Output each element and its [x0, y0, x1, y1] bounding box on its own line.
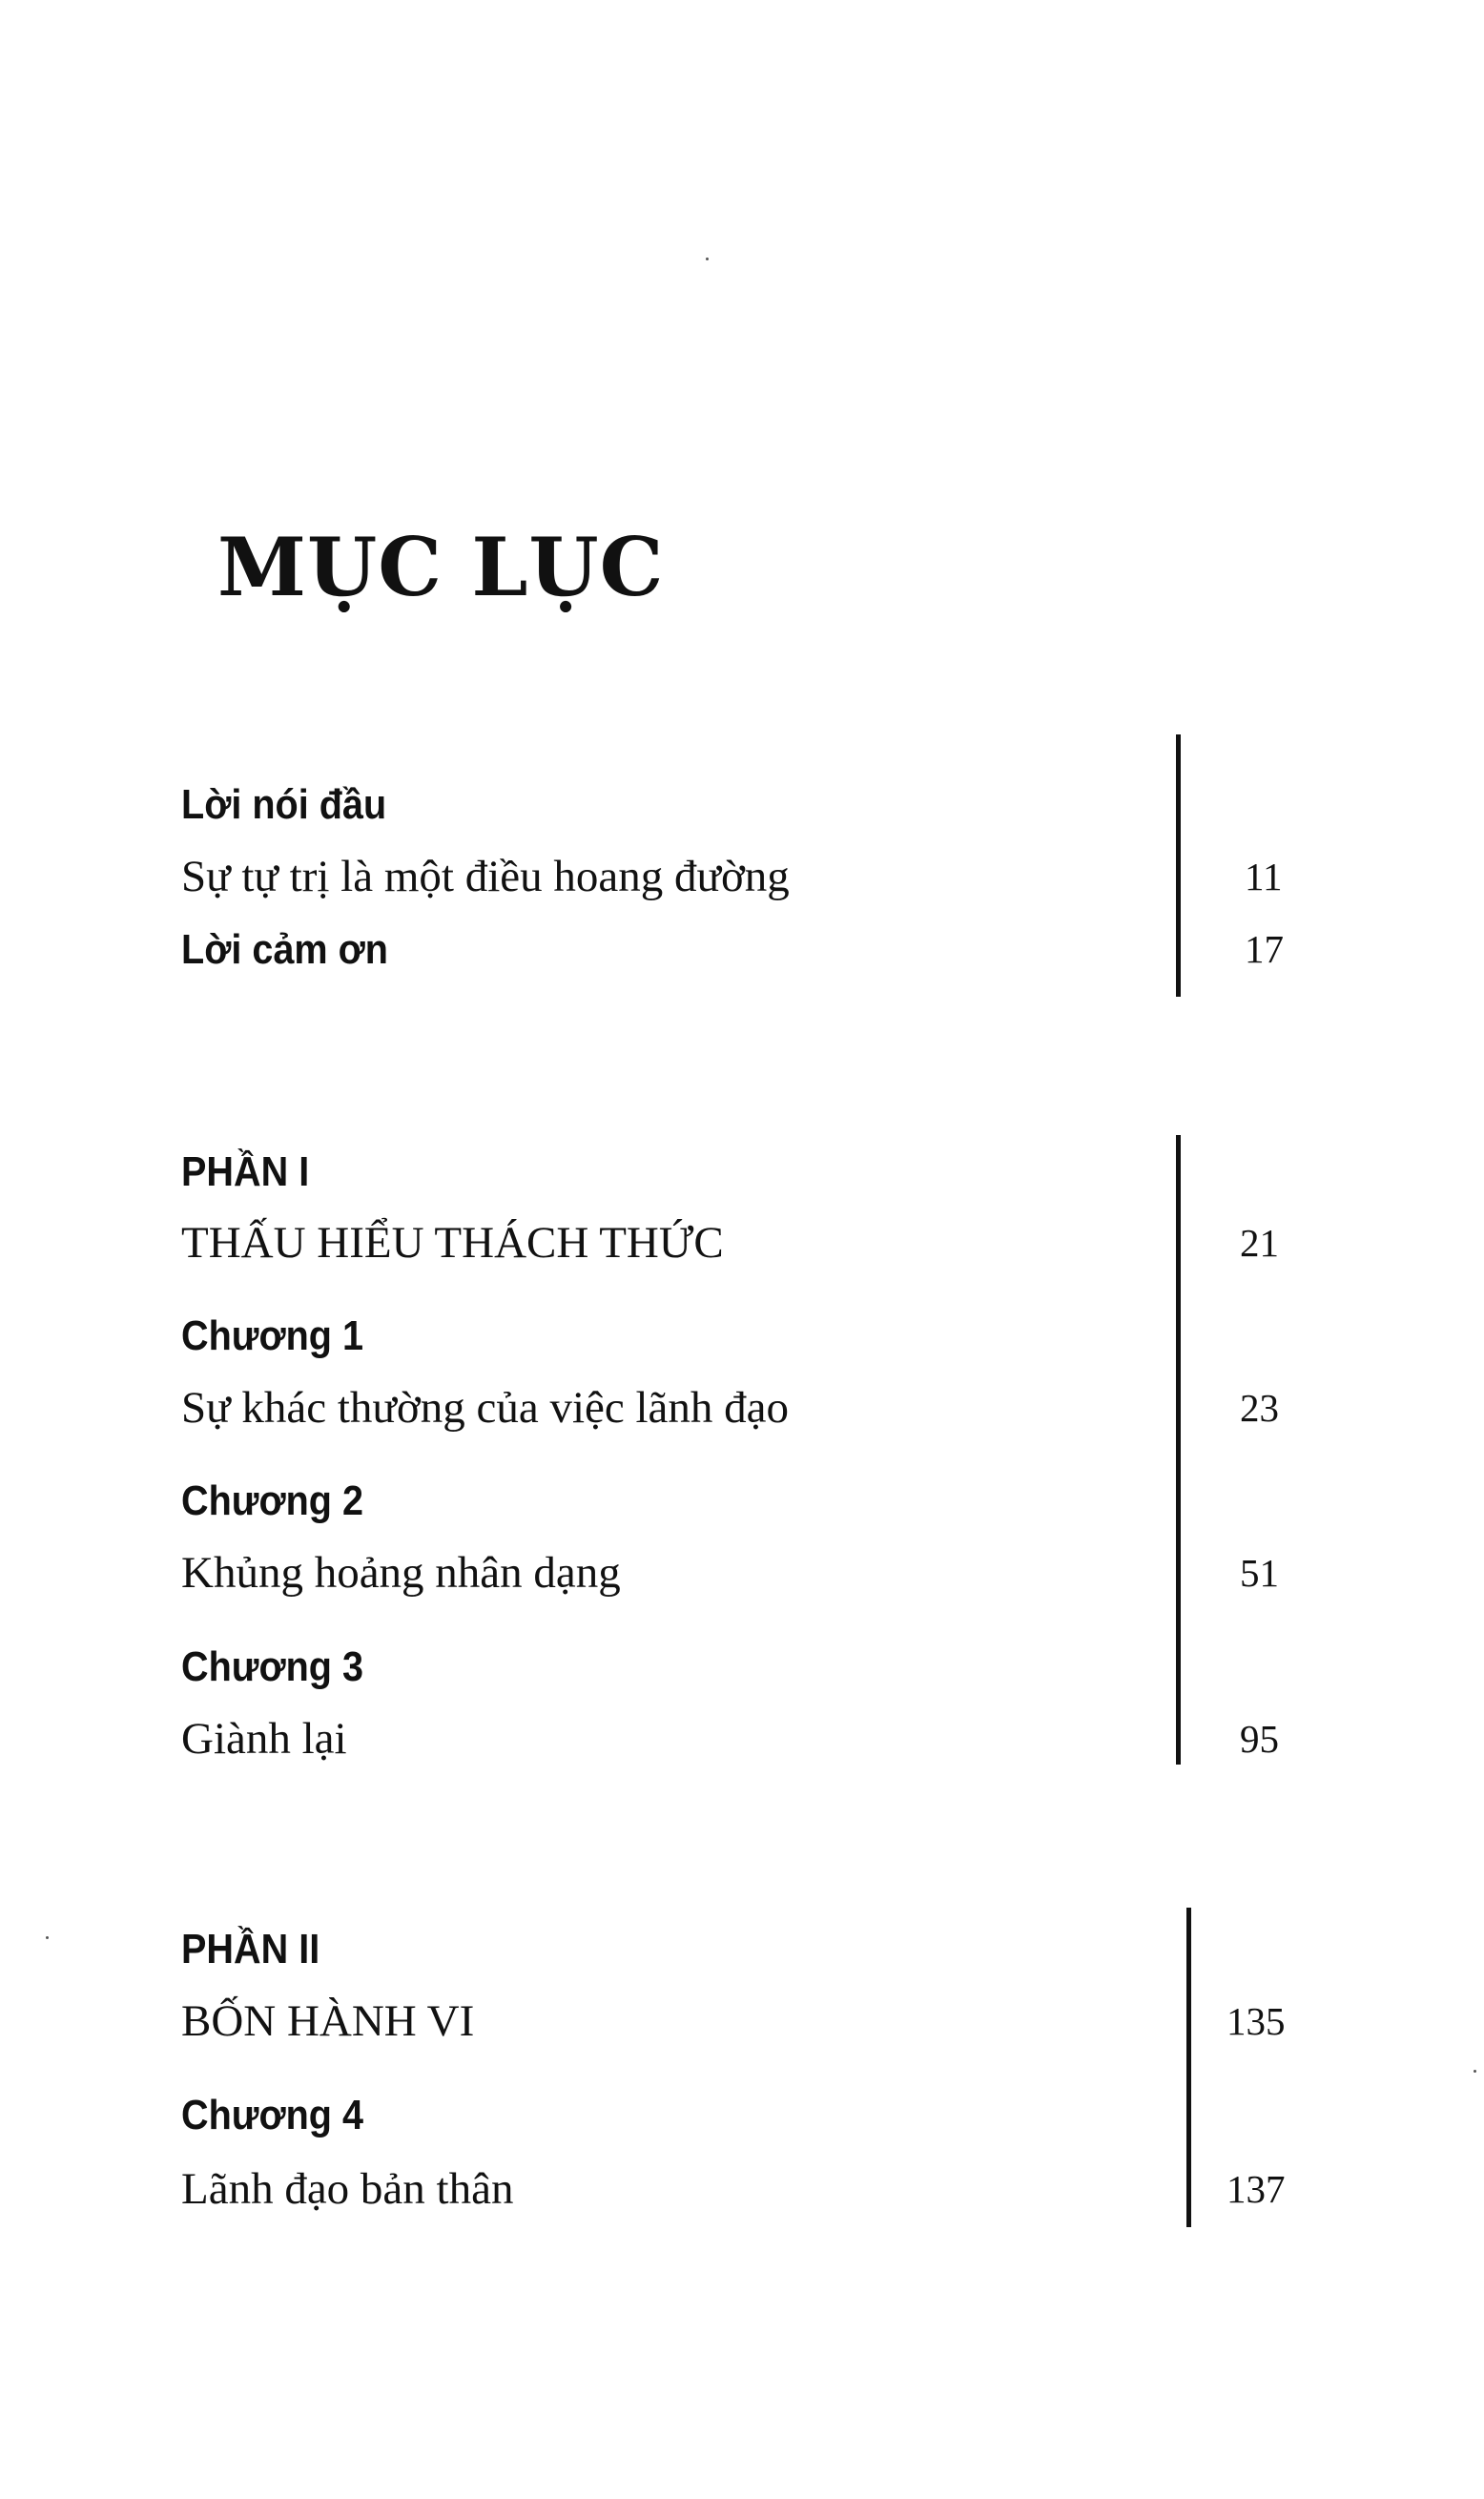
toc-entry-title: Sự khác thường của việc lãnh đạo	[181, 1383, 790, 1433]
toc-entry-title: Lãnh đạo bản thân	[181, 2164, 514, 2214]
toc-section-front-matter	[181, 734, 1307, 997]
section-divider-rule	[1176, 1135, 1181, 1765]
toc-page-number: 137	[1226, 2167, 1286, 2211]
toc-page-number: 17	[1245, 927, 1284, 971]
toc-part-heading: PHẦN I	[181, 1148, 310, 1195]
toc-section-part-1	[181, 1135, 1307, 1765]
toc-page-number: 23	[1240, 1386, 1279, 1430]
toc-chapter-heading: Chương 4	[181, 2092, 364, 2138]
toc-entry-title: Khủng hoảng nhân dạng	[181, 1548, 621, 1598]
toc-part-heading: PHẦN II	[181, 1926, 320, 1972]
toc-chapter-heading: Chương 2	[181, 1477, 364, 1524]
toc-entry-heading: Lời cảm ơn	[181, 926, 388, 973]
toc-entry-title: BỐN HÀNH VI	[181, 1996, 475, 2046]
scan-speck	[1474, 2070, 1476, 2073]
scan-speck	[706, 258, 709, 260]
toc-section-part-2	[181, 1908, 1307, 2227]
toc-entry-title: Giành lại	[181, 1714, 347, 1764]
toc-entry-title: Sự tự trị là một điều hoang đường	[181, 852, 790, 901]
toc-entry-heading: Lời nói đầu	[181, 781, 387, 828]
toc-page-number: 11	[1245, 855, 1283, 898]
toc-page-number: 95	[1240, 1717, 1279, 1761]
toc-chapter-heading: Chương 1	[181, 1312, 364, 1359]
section-divider-rule	[1176, 734, 1181, 997]
toc-page-number: 51	[1240, 1551, 1279, 1595]
scan-speck	[46, 1936, 49, 1939]
toc-chapter-heading: Chương 3	[181, 1643, 364, 1690]
toc-entry-title: THẤU HIỂU THÁCH THỨC	[181, 1218, 724, 1268]
page-title: MỤC LỤC	[217, 520, 665, 614]
section-divider-rule	[1186, 1908, 1191, 2227]
toc-page-number: 135	[1226, 1999, 1286, 2043]
toc-page-number: 21	[1240, 1221, 1279, 1265]
